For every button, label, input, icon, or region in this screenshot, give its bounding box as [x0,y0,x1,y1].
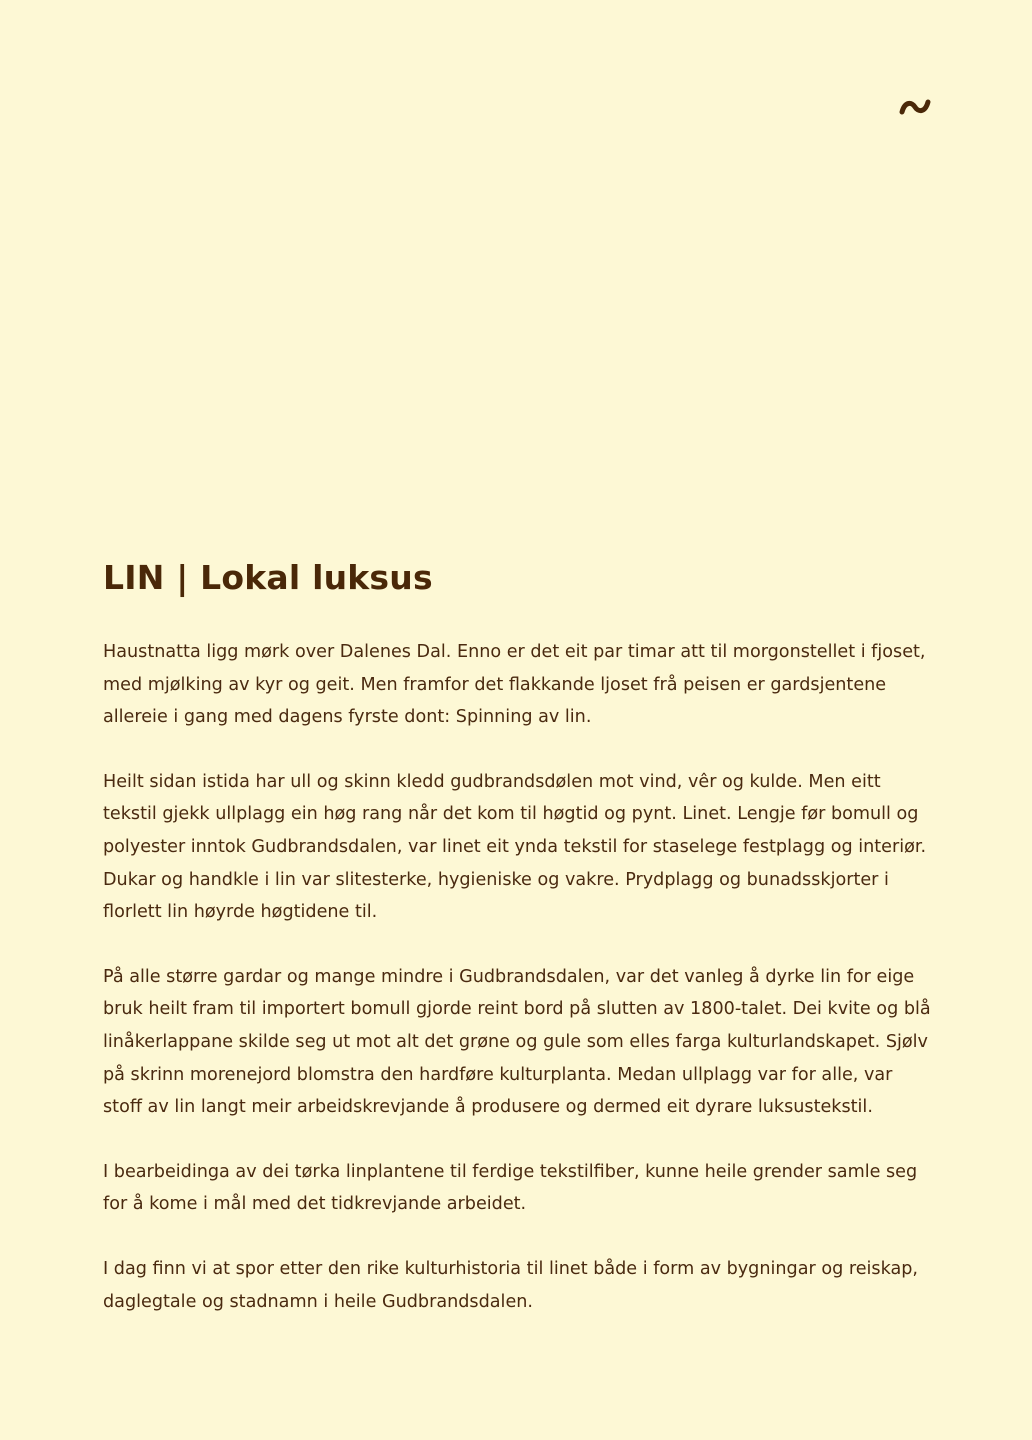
paragraph-2: Heilt sidan istida har ull og skinn kledd gudbrandsdølen mot vind, vêr og kulde. Men eitt tekstil gjekk ullplagg ein høg rang når det kom til høgtid og pynt. Linet. Lengje før bomull og polyester inntok Gudbrandsdalen, var linet eit ynda tekstil for staselege festplagg og interiør. Dukar og handkle i lin var slitesterke, hygieniske og vakre. Prydplagg og bunadsskjorter i florlett lin høyrde høgtidene til. [103,771,927,923]
paragraph-4: I bearbeidinga av dei tørka linplantene til ferdige tekstilfiber, kunne heile grender samle seg for å kome i mål med det tidkrevjande arbeidet. [103,1161,918,1215]
article-title: LIN | Lokal luksus [103,558,433,597]
tilde-logo-icon [898,96,932,118]
article [103,556,933,1318]
paragraph-3: På alle større gardar og mange mindre i Gudbrandsdalen, var det vanleg å dyrke lin for eige bruk heilt fram til importert bomull gjorde reint bord på slutten av 1800-talet. Dei kvite og blå linåkerlappane skilde seg ut mot alt det grøne og gule som elles farga kulturlandskapet. Sjølv på skrinn morenejord blomstra den hardføre kulturplanta. Medan ullplagg var for alle, var stoff av lin langt meir arbeidskrevjande å produsere og dermed eit dyrare luksustekstil. [103,966,931,1118]
paragraph-5: I dag finn vi at spor etter den rike kulturhistoria til linet både i form av bygningar og reiskap, daglegtale og stadnamn i heile Gudbrandsdalen. [103,1258,918,1312]
paragraph-1: Haustnatta ligg mørk over Dalenes Dal. Enno er det eit par timar att til morgonstellet i fjoset, med mjølking av kyr og geit. Men framfor det flakkande ljoset frå peisen er gardsjentene allereie i gang med dagens fyrste dont: Spinning av lin. [103,642,926,728]
